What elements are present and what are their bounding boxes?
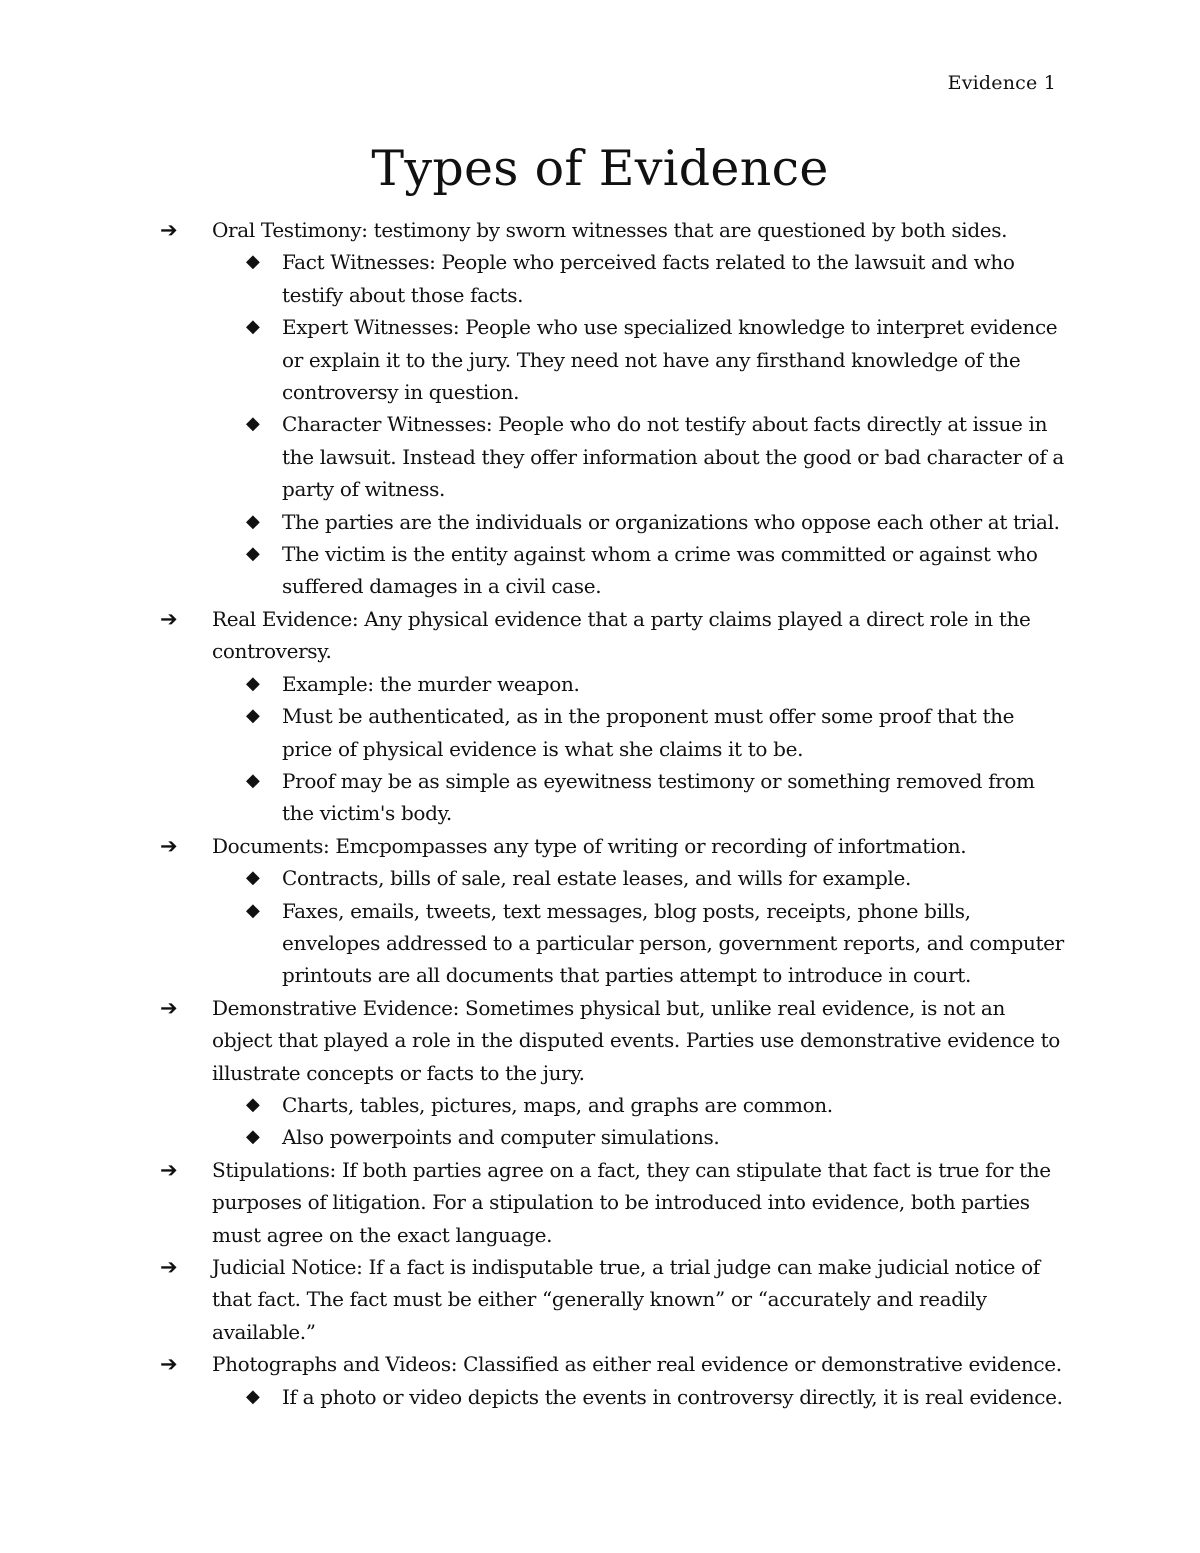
- diamond-bullet-icon: ◆: [246, 510, 260, 532]
- list-item-photo-real-evidence: [160, 1381, 1065, 1413]
- item-text: Charts, tables, pictures, maps, and graphs are common.: [282, 1092, 833, 1117]
- arrow-bullet-icon: ➔: [160, 606, 178, 631]
- item-text: Fact Witnesses: People who perceived facts related to the lawsuit and who testify about those facts.: [282, 250, 1015, 307]
- diamond-bullet-icon: ◆: [246, 1385, 260, 1407]
- list-item-oral-testimony: [160, 214, 1065, 246]
- item-text: Real Evidence: Any physical evidence that a party claims played a direct role in the controversy.: [212, 606, 1031, 664]
- item-text: Judicial Notice: If a fact is indisputable true, a trial judge can make judicial notice of that fact. The fact must be either “generally known” or “accurately and readily available.”: [212, 1255, 1040, 1344]
- list-item-expert-witnesses: [160, 311, 1065, 408]
- diamond-bullet-icon: ◆: [246, 867, 260, 889]
- item-text: Oral Testimony: testimony by sworn witnesses that are questioned by both sides.: [212, 218, 1008, 242]
- list-item-contracts: [160, 862, 1065, 894]
- arrow-bullet-icon: ➔: [160, 995, 178, 1020]
- item-text: Proof may be as simple as eyewitness testimony or something removed from the victim's body.: [282, 768, 1035, 826]
- list-item-powerpoints: [160, 1121, 1065, 1153]
- item-text: Also powerpoints and computer simulations.: [282, 1125, 720, 1150]
- diamond-bullet-icon: ◆: [246, 769, 260, 791]
- list-item-stipulations: [160, 1154, 1065, 1251]
- arrow-bullet-icon: ➔: [160, 218, 178, 242]
- list-item-demonstrative-evidence: [160, 992, 1065, 1089]
- list-item-victim: [160, 538, 1065, 603]
- arrow-bullet-icon: ➔: [160, 1352, 178, 1377]
- list-item-parties: [160, 506, 1065, 538]
- diamond-bullet-icon: ◆: [246, 1126, 260, 1148]
- item-text: Contracts, bills of sale, real estate leases, and wills for example.: [282, 866, 911, 891]
- item-text: Stipulations: If both parties agree on a fact, they can stipulate that fact is true for the purposes of litigation. For a stipulation to be introduced into evidence, both parties must agree on the exact language.: [212, 1157, 1051, 1247]
- list-item-authenticated: [160, 700, 1065, 765]
- item-text: The parties are the individuals or organizations who oppose each other at trial.: [282, 509, 1060, 534]
- item-text: Example: the murder weapon.: [282, 671, 580, 696]
- list-item-real-evidence: [160, 603, 1065, 668]
- list-item-photographs-videos: [160, 1348, 1065, 1380]
- diamond-bullet-icon: ◆: [246, 543, 260, 565]
- item-text: Faxes, emails, tweets, text messages, blog posts, receipts, phone bills, envelopes addressed to a particular person, government reports, and computer printouts are all documents that parties attempt to introduce in court.: [282, 898, 1064, 988]
- diamond-bullet-icon: ◆: [246, 1093, 260, 1115]
- list-item-proof: [160, 765, 1065, 830]
- item-text: Must be authenticated, as in the proponent must offer some proof that the price of physical evidence is what she claims it to be.: [282, 704, 1015, 761]
- item-text: If a photo or video depicts the events in controversy directly, it is real evidence.: [282, 1384, 1063, 1409]
- item-text: Documents: Emcpompasses any type of writing or recording of infortmation.: [212, 833, 967, 858]
- item-text: Demonstrative Evidence: Sometimes physical but, unlike real evidence, is not an object that played a role in the disputed events. Parties use demonstrative evidence to illustrate concepts or facts to the jury.: [212, 995, 1060, 1085]
- item-text: Photographs and Videos: Classified as either real evidence or demonstrative evidence.: [212, 1352, 1062, 1377]
- list-item-judicial-notice: [160, 1251, 1065, 1348]
- diamond-bullet-icon: ◆: [246, 705, 260, 727]
- list-item-example: [160, 668, 1065, 700]
- arrow-bullet-icon: ➔: [160, 1157, 178, 1182]
- item-text: Character Witnesses: People who do not testify about facts directly at issue in the lawsuit. Instead they offer information about the good or bad character of a party of witness.: [282, 412, 1064, 502]
- diamond-bullet-icon: ◆: [246, 251, 260, 273]
- arrow-bullet-icon: ➔: [160, 1255, 178, 1279]
- list-item-faxes: [160, 895, 1065, 992]
- item-text: The victim is the entity against whom a crime was committed or against who suffered damages in a civil case.: [282, 542, 1038, 599]
- item-text: Expert Witnesses: People who use specialized knowledge to interpret evidence or explain it to the jury. They need not have any firsthand knowledge of the controversy in question.: [282, 315, 1058, 405]
- evidence-outline: [160, 214, 1065, 1413]
- diamond-bullet-icon: ◆: [246, 672, 260, 694]
- list-item-charts: [160, 1089, 1065, 1121]
- arrow-bullet-icon: ➔: [160, 833, 178, 858]
- running-header: Evidence 1: [947, 72, 1056, 94]
- diamond-bullet-icon: ◆: [246, 316, 260, 338]
- diamond-bullet-icon: ◆: [246, 413, 260, 435]
- list-item-fact-witnesses: [160, 246, 1065, 311]
- page-title: Types of Evidence: [371, 140, 829, 197]
- list-item-character-witnesses: [160, 408, 1065, 505]
- list-item-documents: [160, 830, 1065, 862]
- diamond-bullet-icon: ◆: [246, 899, 260, 921]
